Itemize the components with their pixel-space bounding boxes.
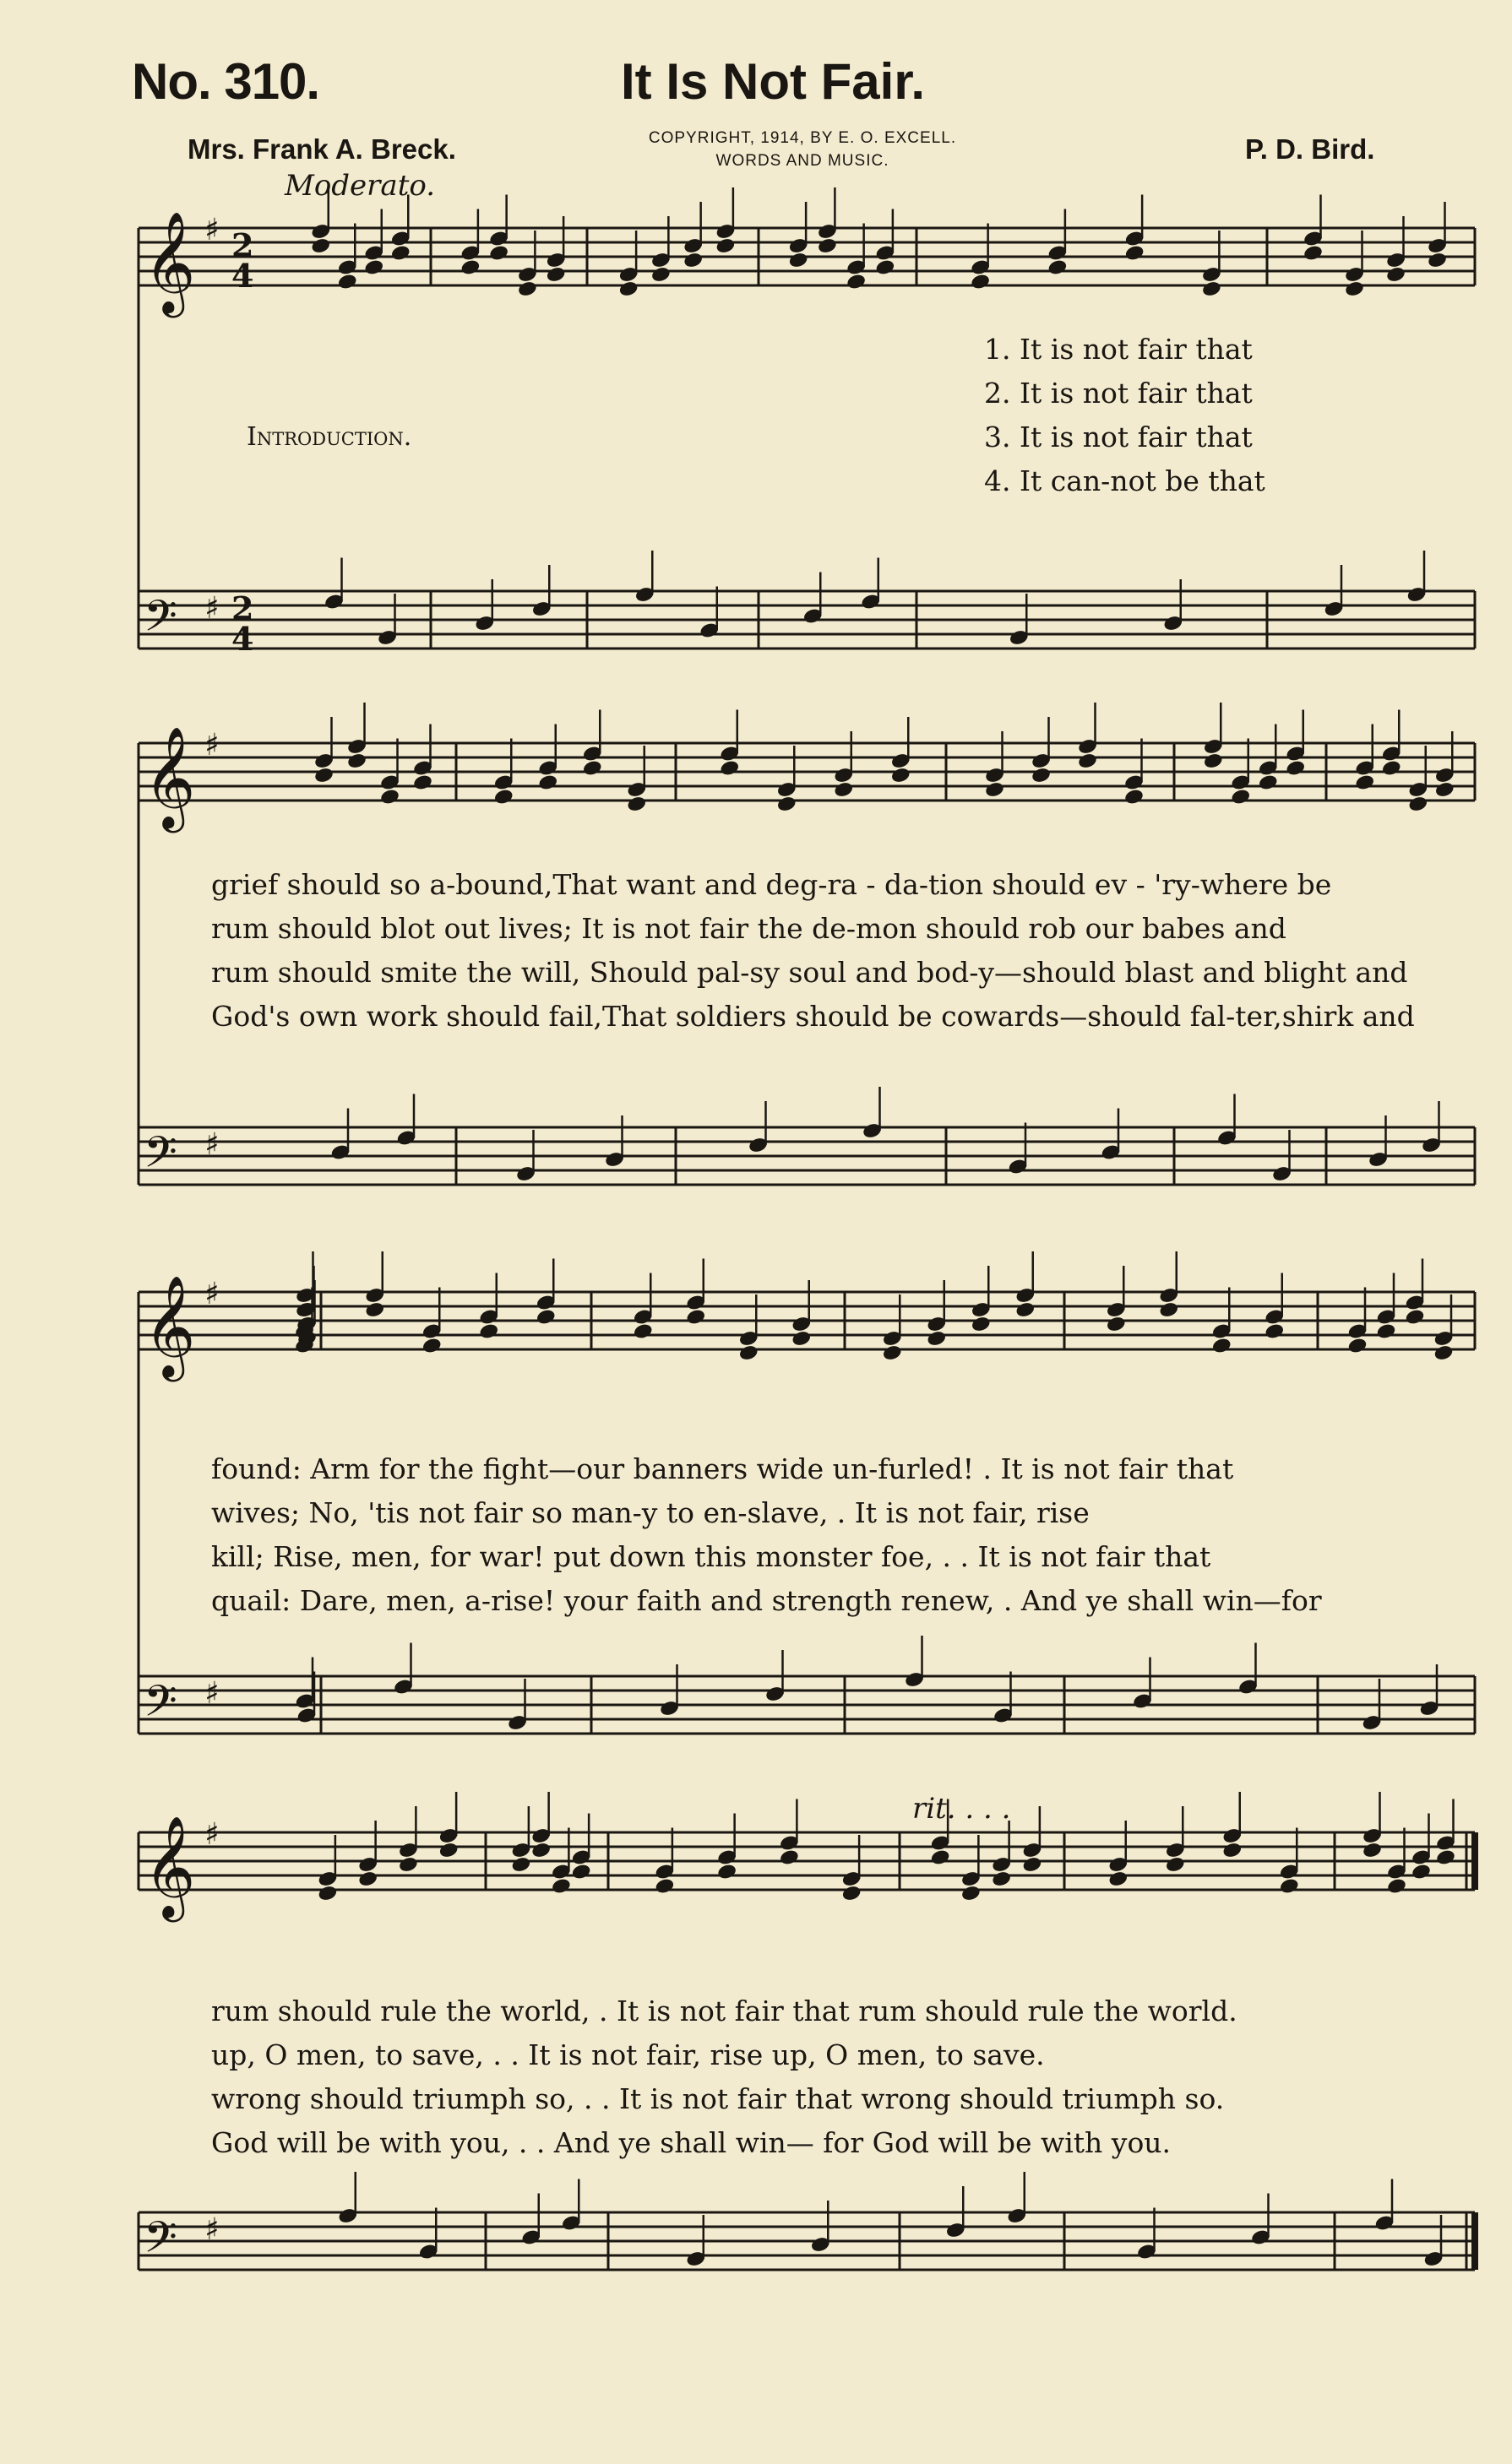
notehead [1376, 1323, 1396, 1340]
notehead [882, 1344, 902, 1361]
verse-3-line: kill; Rise, men, for war! put down this monster foe, . . It is not fair that [211, 1540, 1211, 1573]
notehead [1258, 774, 1278, 791]
key-signature-sharp: ♯ [204, 1676, 220, 1711]
notehead [546, 266, 566, 283]
notes [295, 187, 1456, 2267]
notehead [780, 1849, 800, 1866]
notehead [479, 1323, 499, 1340]
verse-4-line: 4. It can-not be that [984, 464, 1265, 497]
notehead [930, 1849, 950, 1866]
notehead [1411, 1864, 1432, 1881]
notehead [460, 259, 481, 276]
system-2-lyrics [211, 863, 1415, 1039]
bass-clef: 𝄢 [144, 1675, 177, 1737]
notehead [1279, 1878, 1299, 1895]
verse-4-line: quail: Dare, men, a-rise! your faith and strength renew, . And ye shall win—for [211, 1584, 1322, 1617]
notehead [1386, 266, 1406, 283]
notehead [927, 1330, 947, 1347]
notehead [390, 245, 411, 262]
notehead [380, 789, 400, 806]
notehead [364, 259, 384, 276]
notehead [1265, 1323, 1285, 1340]
notehead [1381, 760, 1401, 777]
verse-4-line: God's own work should fail,That soldiers should be cowards—should fal-ter,shirk and [211, 1000, 1415, 1033]
notehead [518, 280, 538, 297]
key-signature-sharp: ♯ [204, 1817, 220, 1852]
notehead [413, 774, 433, 791]
notehead [1202, 280, 1222, 297]
notehead [890, 767, 911, 784]
notehead [399, 1856, 419, 1873]
notehead [1022, 1856, 1042, 1873]
bar-lines [139, 228, 1475, 2270]
system-3-lyrics [211, 1447, 1322, 1623]
notehead [875, 259, 895, 276]
notehead [1124, 245, 1145, 262]
notehead [531, 1842, 552, 1859]
notehead [571, 1864, 591, 1881]
notehead [1362, 1842, 1383, 1859]
ritardando-marking: rit. . . . [912, 1792, 1011, 1826]
bass-clef: 𝄢 [144, 1126, 177, 1188]
notehead [1286, 760, 1306, 777]
time-signature-bottom: 4 [231, 620, 254, 658]
verse-1-line: grief should so a-bound,That want and deg-ra - da-tion should ev - 'ry-where be [211, 868, 1332, 901]
verse-4-line: God will be with you, . . And ye shall win— for God will be with you. [211, 2126, 1172, 2159]
notehead [717, 1864, 737, 1881]
notehead [1222, 1842, 1243, 1859]
notehead [314, 767, 334, 784]
notehead [493, 789, 514, 806]
notehead [311, 237, 331, 254]
treble-clef: 𝄞 [144, 210, 196, 313]
system-1-lyrics [984, 328, 1265, 503]
notehead [511, 1856, 531, 1873]
copyright-line-1: COPYRIGHT, 1914, BY E. O. EXCELL. [648, 129, 957, 147]
notehead [365, 1301, 385, 1318]
notehead [489, 245, 509, 262]
notehead [347, 752, 367, 769]
verse-1-line: rum should rule the world, . It is not fair that rum should rule the world. [211, 1995, 1237, 2027]
system-4-lyrics [211, 1989, 1237, 2165]
verse-3-line: 3. It is not fair that [984, 421, 1253, 453]
notehead [1231, 789, 1251, 806]
introduction-label: Introduction. [247, 422, 412, 452]
notehead [1124, 789, 1145, 806]
notehead [788, 252, 808, 269]
notehead [627, 795, 647, 812]
notehead [961, 1885, 982, 1902]
notehead [1203, 752, 1223, 769]
notehead [985, 781, 1005, 798]
copyright-line-2: WORDS AND MUSIC. [715, 152, 889, 170]
notehead [538, 774, 558, 791]
notehead [971, 1316, 991, 1332]
notehead [1159, 1301, 1179, 1318]
verse-2-line: rum should blot out lives; It is not fair the de-mon should rob our babes and [211, 912, 1286, 945]
notehead [536, 1309, 556, 1326]
treble-clef: 𝄞 [144, 1815, 196, 1918]
notehead [1015, 1301, 1036, 1318]
verse-1-line: 1. It is not fair that [984, 333, 1253, 366]
notehead [720, 760, 740, 777]
composer: P. D. Bird. [1245, 133, 1375, 165]
notehead [683, 252, 704, 269]
notehead [715, 237, 736, 254]
notehead [846, 274, 867, 290]
hymn-number: No. 310. [132, 53, 320, 110]
notehead [1106, 1316, 1126, 1332]
lyricist: Mrs. Frank A. Breck. [188, 133, 456, 165]
notehead [651, 266, 672, 283]
notehead [1047, 259, 1068, 276]
time-signature-top: 2 [231, 589, 254, 627]
key-signature-sharp: ♯ [204, 213, 220, 247]
verse-3-line: rum should smite the will, Should pal-sy soul and bod-y—should blast and blight and [211, 956, 1408, 989]
notehead [1436, 1849, 1456, 1866]
treble-clef: 𝄞 [144, 725, 196, 828]
key-signature-sharp: ♯ [204, 1277, 220, 1311]
verse-1-line: found: Arm for the fight—our banners wide un-furled! . It is not fair that [211, 1452, 1234, 1485]
notehead [1211, 1338, 1232, 1354]
notehead [1433, 1344, 1454, 1361]
notehead [337, 274, 357, 290]
verse-2-line: wives; No, 'tis not fair so man-y to en-slave, . It is not fair, rise [211, 1496, 1090, 1529]
notehead [1428, 252, 1448, 269]
treble-clef: 𝄞 [144, 1274, 196, 1377]
key-signature-sharp: ♯ [204, 728, 220, 763]
notehead [1408, 795, 1428, 812]
notehead [655, 1878, 675, 1895]
notehead [1078, 752, 1098, 769]
time-signature-bottom: 4 [231, 257, 254, 295]
notehead [738, 1344, 759, 1361]
notehead [1434, 781, 1455, 798]
notehead [552, 1878, 572, 1895]
notehead [1387, 1878, 1407, 1895]
bass-clef: 𝄢 [144, 590, 177, 652]
notehead [841, 1885, 862, 1902]
staff-lines [139, 228, 1475, 2270]
notehead [618, 280, 639, 297]
notehead [1031, 767, 1052, 784]
bass-clef: 𝄢 [144, 2212, 177, 2273]
key-signature-sharp: ♯ [204, 2212, 220, 2247]
notehead [776, 795, 797, 812]
notehead [318, 1885, 338, 1902]
notehead [834, 781, 854, 798]
notehead [1355, 774, 1375, 791]
tempo-marking: Moderato. [285, 169, 436, 203]
notehead [582, 760, 602, 777]
hymn-title: It Is Not Fair. [621, 53, 926, 110]
time-signature-top: 2 [231, 226, 254, 264]
notehead [686, 1309, 706, 1326]
notehead [791, 1330, 812, 1347]
notehead [633, 1323, 653, 1340]
notehead [818, 237, 838, 254]
notehead [1347, 1338, 1368, 1354]
notehead [1405, 1309, 1425, 1326]
notehead [438, 1842, 459, 1859]
notehead [358, 1870, 378, 1887]
verse-2-line: up, O men, to save, . . It is not fair, rise up, O men, to save. [211, 2038, 1045, 2071]
verse-3-line: wrong should triumph so, . . It is not fair that wrong should triumph so. [211, 2082, 1225, 2115]
key-signature-sharp: ♯ [204, 1127, 220, 1162]
notehead [992, 1870, 1012, 1887]
notehead [971, 274, 991, 290]
clefs [144, 210, 253, 2273]
notehead [1303, 245, 1324, 262]
verse-2-line: 2. It is not fair that [984, 377, 1253, 410]
notehead [1345, 280, 1365, 297]
notehead [422, 1338, 442, 1354]
notehead [1108, 1870, 1129, 1887]
key-signature-sharp: ♯ [204, 591, 220, 626]
notehead [1165, 1856, 1185, 1873]
